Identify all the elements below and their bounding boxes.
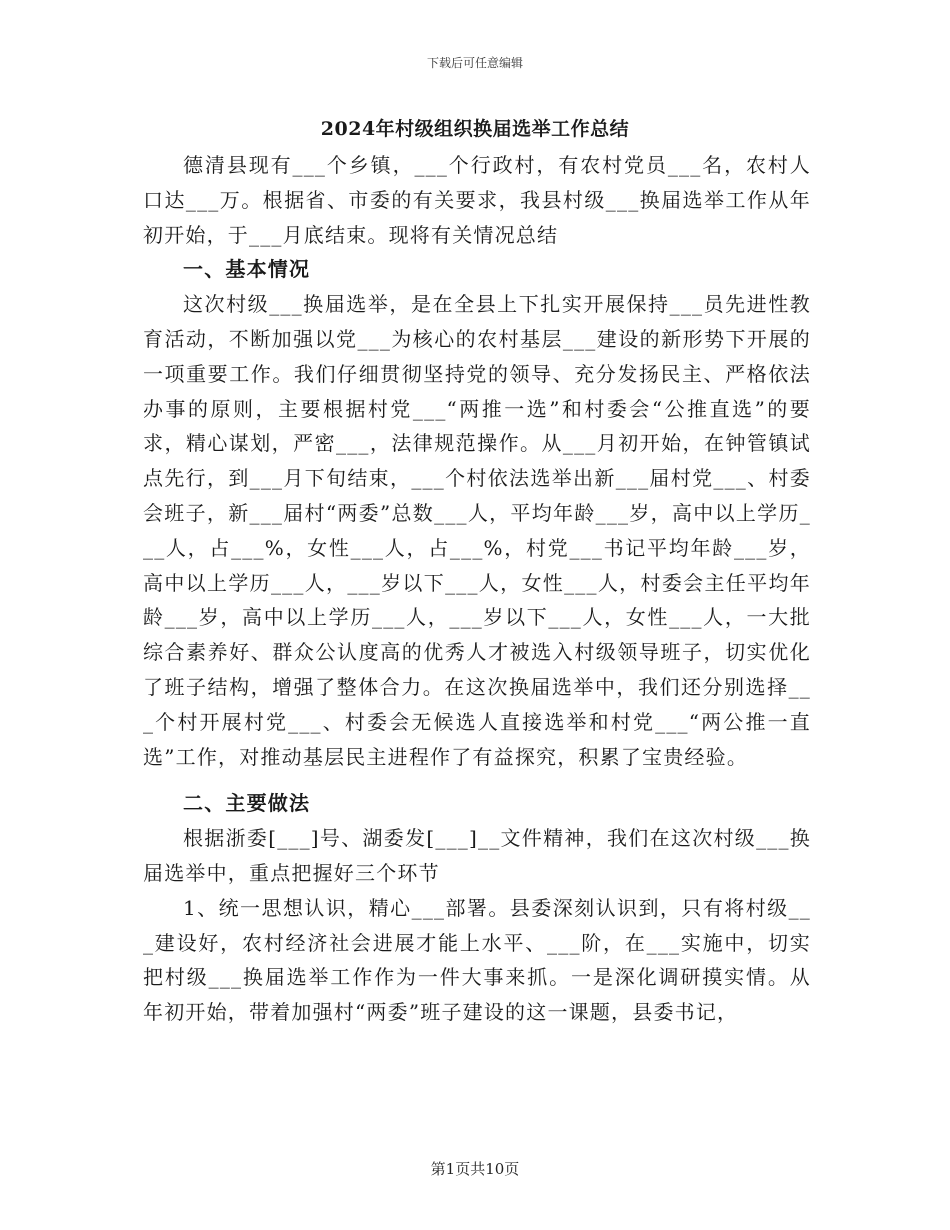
section-1-heading: 一、基本情况 [183,257,311,282]
document-body [143,148,811,1030]
intro-paragraph: 德清县现有___个乡镇，___个行政村，有农村党员___名，农村人口达___万。根据省、市委的有关要求，我县村级___换届选举工作从年初开始，于___月底结束。现将有关情况总结 [143,153,811,247]
download-note: 下载后可任意编辑 [426,56,523,70]
page-number: 第1页共10页 [430,1160,520,1178]
section-2-heading: 二、主要做法 [183,791,311,816]
section-2-paragraph-1: 根据浙委[___]号、湖委发[___]__文件精神，我们在这次村级___换届选举中，重点把握好三个环节 [143,826,811,885]
section-2-paragraph-2: 1、统一思想认识，精心___部署。县委深刻认识到，只有将村级___建设好，农村经济社会进展才能上水平、___阶，在___实施中，切实把村级___换届选举工作作为一件大事来抓。一是深化调研摸实情。从年初开始，带着加强村“两委”班子建设的这一课题，县委书记， [143,895,811,1025]
section-1-paragraph: 这次村级___换届选举，是在全县上下扎实开展保持___员先进性教育活动，不断加强以党___为核心的农村基层___建设的新形势下开展的一项重要工作。我们仔细贯彻坚持党的领导、充分发扬民主、严格依法办事的原则，主要根据村党___“两推一选”和村委会“公推直选”的要求，精心谋划，严密___，法律规范操作。从___月初开始，在钟管镇试点先行，到___月下旬结束，___个村依法选举出新___届村党___、村委会班子，新___届村“两委”总数___人，平均年龄___岁，高中以上学历___人，占___%，女性___人，占___%，村党___书记平均年龄___岁，高中以上学历___人，___岁以下___人，女性___人，村委会主任平均年龄___岁，高中以上学历___人，___岁以下___人，女性___人，一大批综合素养好、群众公认度高的优秀人才被选入村级领导班子，切实优化了班子结构，增强了整体合力。在这次换届选举中，我们还分别选择___个村开展村党___、村委会无候选人直接选举和村党___“两公推一直选”工作，对推动基层民主进程作了有益探究，积累了宝贵经验。 [143,292,811,769]
document-title: 2024年村级组织换届选举工作总结 [320,118,630,140]
